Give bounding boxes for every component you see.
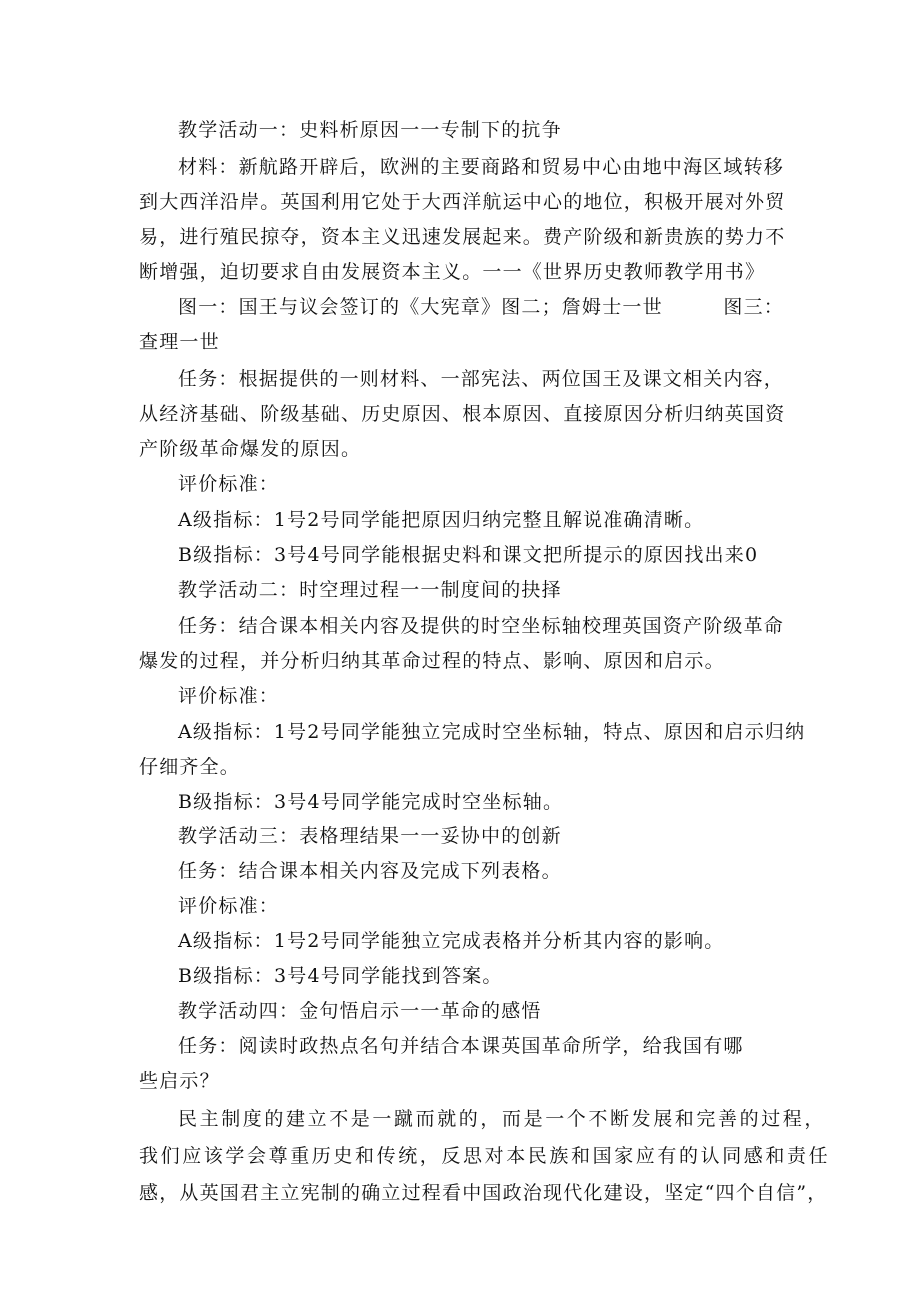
- criterion-b: B级指标：3号4号同学能完成时空坐标轴。: [178, 791, 564, 813]
- task-line: 任务：结合课本相关内容及完成下列表格。: [178, 860, 562, 882]
- figure-caption-line: 图一：国王与议会签订的《大宪章》图二；詹姆士一世 图三：: [178, 296, 785, 318]
- conclusion-paragraph-line: 民主制度的建立不是一蹴而就的，而是一个不断发展和完善的过程，: [178, 1108, 827, 1130]
- criterion-a: A级指标：1号2号同学能独立完成时空坐标轴，特点、原因和启示归纳: [178, 721, 806, 743]
- activity-1-heading: 教学活动一：史料析原因一一专制下的抗争: [178, 119, 562, 141]
- task-paragraph-line: 任务：根据提供的一则材料、一部宪法、两位国王及课文相关内容，: [178, 368, 785, 390]
- task-paragraph-line: 爆发的过程，并分析归纳其革命过程的特点、影响、原因和启示。: [139, 650, 725, 672]
- criterion-a-continued: 仔细齐全。: [139, 756, 241, 778]
- activity-3-heading: 教学活动三：表格理结果一一妥协中的创新: [178, 825, 562, 847]
- task-paragraph-line: 产阶级革命爆发的原因。: [139, 438, 362, 460]
- material-paragraph-line: 材料：新航路开辟后，欧洲的主要商路和贸易中心由地中海区域转移: [178, 156, 785, 178]
- conclusion-paragraph-line: 我们应该学会尊重历史和传统，反思对本民族和国家应有的认同感和责任: [139, 1145, 831, 1167]
- task-paragraph-line: 些启示？: [139, 1070, 220, 1092]
- task-paragraph-line: 从经济基础、阶级基础、历史原因、根本原因、直接原因分析归纳英国资: [139, 403, 786, 425]
- task-paragraph-line: 任务：阅读时政热点名句并结合本课英国革命所学，给我国有哪: [178, 1035, 744, 1057]
- evaluation-heading: 评价标准：: [178, 895, 280, 917]
- material-paragraph-line: 到大西洋沿岸。英国利用它处于大西洋航运中心的地位，积极开展对外贸: [139, 191, 786, 213]
- material-paragraph-line: 断增强，迫切要求自由发展资本主义。一一《世界历史教师教学用书》: [139, 261, 766, 283]
- criterion-b: B级指标：3号4号同学能根据史料和课文把所提示的原因找出来0: [178, 544, 759, 566]
- task-paragraph-line: 任务：结合课本相关内容及提供的时空坐标轴校理英国资产阶级革命: [178, 615, 785, 637]
- criterion-a: A级指标：1号2号同学能独立完成表格并分析其内容的影响。: [178, 930, 725, 952]
- material-paragraph-line: 易，进行殖民掠夺，资本主义迅速发展起来。费产阶级和新贵族的势力不: [139, 226, 786, 248]
- figure-caption-line: 查理一世: [139, 331, 220, 353]
- evaluation-heading: 评价标准：: [178, 473, 280, 495]
- criterion-b: B级指标：3号4号同学能找到答案。: [178, 965, 503, 987]
- criterion-a: A级指标：1号2号同学能把原因归纳完整且解说准确清晰。: [178, 509, 705, 531]
- evaluation-heading: 评价标准：: [178, 685, 280, 707]
- activity-2-heading: 教学活动二：时空理过程一一制度间的抉择: [178, 579, 562, 601]
- activity-4-heading: 教学活动四：金句悟启示一一革命的感悟: [178, 1000, 542, 1022]
- conclusion-paragraph-line: 感，从英国君主立宪制的确立过程看中国政治现代化建设，坚定“四个自信”，: [139, 1182, 828, 1204]
